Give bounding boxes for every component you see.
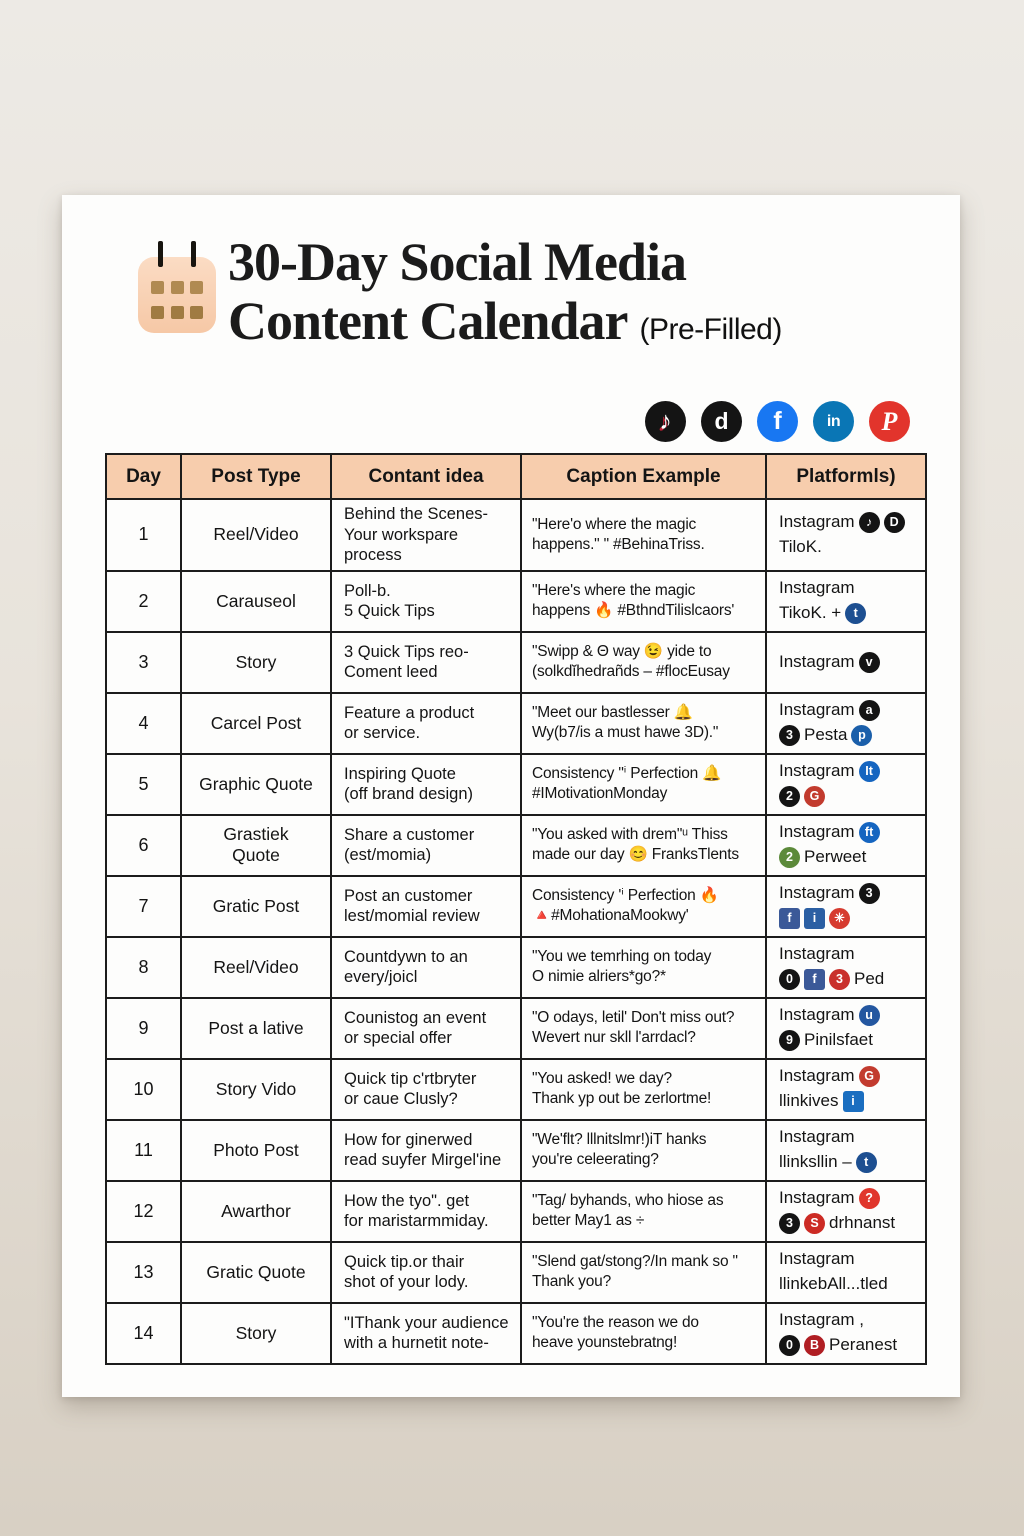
content-idea-cell [331,754,521,815]
platform-text: Instagram [779,1066,855,1086]
platform-line [779,845,921,870]
platform-text: Instagram [779,578,855,598]
caption-cell [521,1242,766,1303]
platform-text: Ped [854,969,885,989]
it-badge-icon: It [859,761,880,782]
platform-line [779,601,921,626]
cell-text-line: "Tag/ byhands, who hiose as [532,1192,724,1210]
platform-line [779,820,921,845]
cell-text-line: Quick tip.or thair [344,1252,465,1271]
cell-text-line: every/joicl [344,968,418,987]
nine-badge-icon: 9 [779,1030,800,1051]
three-badge-icon: 3 [779,725,800,746]
platform-text: llinkebAll...tled [779,1274,888,1294]
content-idea-cell [331,1242,521,1303]
a-badge-icon: a [859,700,880,721]
platform-line [779,942,921,967]
post-type-cell [181,632,331,693]
cell-text-line: made our day 😊 FranksTlents [532,846,739,864]
platform-line [779,1333,921,1358]
post-type-cell [181,815,331,876]
cell-text-line: "Here'o where the magic [532,515,697,533]
cell-text-line: or service. [344,724,421,743]
cell-text-line: Grastiek [223,824,289,845]
column-header: Platformls) [766,454,926,499]
content-calendar-table [105,453,927,1365]
cell-text-line: Quick tip c'rtbryter [344,1069,477,1088]
zero-badge-icon: 0 [779,969,800,990]
cell-text-line: Carcel Post [210,712,302,733]
cell-text-line: Countdywn to an [344,947,468,966]
day-cell: 10 [106,1059,181,1120]
cell-text-line: "Swipp & Θ way 😉 yide to [532,643,712,661]
three-badge-icon: 3 [779,1213,800,1234]
platforms-cell [766,1303,926,1364]
cell-text-line: How the tyo". get [344,1191,470,1210]
day-cell: 12 [106,1181,181,1242]
calendar-pin [191,241,196,267]
cell-text-line: Story [235,651,277,672]
cell-text-line: Photo Post [213,1139,299,1160]
caption-cell [521,998,766,1059]
caption-cell [521,571,766,632]
platform-line [779,576,921,601]
platform-text: Instagram [779,1127,855,1147]
calendar-grid [151,281,203,319]
platform-text: Instagram [779,1249,855,1269]
cell-text-line: for maristarmmiday. [344,1212,489,1231]
tiktok-icon: ♪ [645,401,686,442]
calendar-pin [158,241,163,267]
cell-text-line: "Slend gat/stong?/In mank so " [532,1253,738,1271]
platforms-cell [766,998,926,1059]
table-row [106,876,926,937]
platform-line [779,1247,921,1272]
i-badge-icon: i [843,1091,864,1112]
d-badge-icon: D [884,512,905,533]
g-badge-icon: G [804,786,825,807]
platform-text: llinksllin – [779,1152,852,1172]
calendar-icon [138,257,216,333]
two-badge-icon: 2 [779,786,800,807]
post-type-cell [181,998,331,1059]
post-type-cell [181,937,331,998]
g-badge-icon: G [859,1066,880,1087]
platform-line [779,1211,921,1236]
table-row [106,754,926,815]
platforms-cell [766,632,926,693]
table-row [106,571,926,632]
red-three-badge-icon: 3 [829,969,850,990]
post-type-cell [181,1059,331,1120]
cell-text-line: happens 🔥 #BthndTilislcaors' [532,602,735,620]
content-idea-cell [331,1059,521,1120]
calendar-dot [151,306,164,319]
platforms-cell [766,1242,926,1303]
platform-line [779,1150,921,1175]
table-row [106,1303,926,1364]
day-cell: 4 [106,693,181,754]
t-badge-icon: t [856,1152,877,1173]
day-cell: 8 [106,937,181,998]
table-row [106,632,926,693]
post-type-cell [181,754,331,815]
table-row [106,1181,926,1242]
cell-text-line: Coment leed [344,663,438,682]
table-row [106,937,926,998]
ft-badge-icon: ft [859,822,880,843]
calendar-dot [171,306,184,319]
cell-text-line: How for ginerwed [344,1130,473,1149]
platform-line [779,1089,921,1114]
day-cell: 7 [106,876,181,937]
day-cell: 3 [106,632,181,693]
tiktok-note-badge-icon: ♪ [859,512,880,533]
s-badge-icon: S [804,1213,825,1234]
content-idea-cell [331,693,521,754]
cell-text-line: Counistog an event [344,1008,487,1027]
cell-text-line: Gratic Post [212,895,300,916]
cell-text-line: Share a customer [344,825,475,844]
cell-text-line: O nimie alriers*go?* [532,968,666,986]
platform-text: TikoK. + [779,603,842,623]
cell-text-line: Post an customer [344,886,473,905]
cell-text-line: Thank you? [532,1273,611,1291]
caption-cell [521,1181,766,1242]
table-row [106,693,926,754]
day-cell: 13 [106,1242,181,1303]
i-badge-icon: i [804,908,825,929]
linkedin-icon: in [813,401,854,442]
platforms-cell [766,499,926,571]
platform-text: llinkives [779,1091,839,1111]
calendar-dot [190,306,203,319]
post-type-cell [181,1120,331,1181]
post-type-cell [181,1303,331,1364]
title-line2-text: Content Calendar [228,291,628,352]
cell-text-line: #IMotivationMonday [532,785,668,803]
post-type-cell [181,1181,331,1242]
page-title [228,233,928,352]
platform-line [779,759,921,784]
table-row [106,998,926,1059]
title-suffix: (Pre-Filled) [639,313,782,347]
cell-text-line: lest/momial review [344,907,480,926]
platform-line [779,906,921,931]
column-header: Post Type [181,454,331,499]
column-header: Caption Example [521,454,766,499]
platforms-cell [766,815,926,876]
content-idea-cell [331,998,521,1059]
table-row [106,1059,926,1120]
cell-text-line: "You asked with drem"ᵘ Thiss [532,826,728,844]
t-badge-icon: t [845,603,866,624]
red-pattern-badge-icon: ✳ [829,908,850,929]
calendar-dot [151,281,164,294]
caption-cell [521,499,766,571]
caption-cell [521,1059,766,1120]
facebook-icon: f [757,401,798,442]
platform-line [779,1186,921,1211]
table-row [106,1242,926,1303]
content-idea-cell [331,571,521,632]
platform-text: Instagram [779,1005,855,1025]
platform-line [779,1125,921,1150]
platform-text: Instagram [779,1188,855,1208]
content-idea-cell [331,1303,521,1364]
cell-text-line: "We'flt? lllnitslmr!)iT hanks [532,1131,707,1149]
platforms-cell [766,1120,926,1181]
platform-line [779,1064,921,1089]
post-type-cell [181,1242,331,1303]
caption-cell [521,937,766,998]
platform-text: Instagram [779,651,855,671]
cell-text-line: or caue Clusly? [344,1090,458,1109]
content-idea-cell [331,499,521,571]
calendar-dot [190,281,203,294]
cell-text-line: (est/momia) [344,846,432,865]
cell-text-line: 5 Quick Tips [344,602,435,621]
platforms-cell [766,754,926,815]
cell-text-line: Consistency "ⁱ Perfection 🔔 [532,765,722,783]
cell-text-line: Carauseol [216,590,296,611]
platform-line [779,1308,921,1333]
cell-text-line: Quote [232,845,280,866]
platform-line [779,535,921,560]
platform-text: Instagram [779,883,855,903]
cell-text-line: Story Vido [215,1078,297,1099]
platform-line [779,723,921,748]
cell-text-line: "Meet our bastlesser 🔔 [532,704,693,722]
platforms-cell [766,876,926,937]
content-idea-cell [331,1120,521,1181]
cell-text-line: "You we temrhing on today [532,948,712,966]
platform-text: drhnanst [829,1213,896,1233]
cell-text-line: "O odays, letil' Don't miss out? [532,1009,735,1027]
cell-text-line: heave younstebratng! [532,1334,678,1352]
cell-text-line: with a hurnetit note- [344,1334,489,1353]
table-row [106,499,926,571]
cell-text-line: Behind the Scenes- [344,505,489,523]
caption-cell [521,632,766,693]
day-cell: 1 [106,499,181,571]
platform-text: Peranest [829,1335,898,1355]
post-type-cell [181,876,331,937]
platform-text: Instagram , [779,1310,865,1330]
day-cell: 2 [106,571,181,632]
cell-text-line: Story [235,1322,277,1343]
caption-cell [521,876,766,937]
v-badge-icon: v [859,652,880,673]
day-cell: 14 [106,1303,181,1364]
post-type-cell [181,693,331,754]
u-badge-icon: u [859,1005,880,1026]
zero-badge-icon: 0 [779,1335,800,1356]
column-header: Contant idea [331,454,521,499]
cell-text-line: Awarthor [221,1200,291,1221]
title-line2 [228,292,928,351]
cell-text-line: "Here's where the magic [532,582,696,600]
day-cell: 6 [106,815,181,876]
day-cell: 5 [106,754,181,815]
platforms-cell [766,937,926,998]
cell-text-line: better May1 as ÷ [532,1212,645,1230]
table-row [106,1120,926,1181]
cell-text-line: Your workspare process [344,525,459,565]
cell-text-line: "IThank your audience [344,1313,509,1332]
p-badge-icon: p [851,725,872,746]
cell-text-line: Poll-b. [344,581,391,600]
caption-cell [521,693,766,754]
cell-text-line: Post a lative [208,1017,304,1038]
platform-text: Perweet [804,847,867,867]
platform-line [779,967,921,992]
platforms-cell [766,571,926,632]
content-idea-cell [331,876,521,937]
social-icons-row [645,401,910,442]
cell-text-line: 3 Quick Tips reo- [344,642,469,661]
platform-text: TiloK. [779,536,822,556]
cell-text-line: (solkdĭhedrañds – #flocEusay [532,663,730,681]
platform-text: Instagram [779,700,855,720]
platforms-cell [766,1059,926,1120]
cell-text-line: Wevert nur skll l'arrdacl? [532,1029,696,1047]
cell-text-line: Reel/Video [213,524,299,545]
platform-line [779,784,921,809]
cell-text-line: Inspiring Quote [344,764,456,783]
content-idea-cell [331,1181,521,1242]
cell-text-line: 🔺#MohationaMookwy' [532,907,689,925]
cell-text-line: happens." " #BehinaTriss. [532,535,705,553]
platform-line [779,881,921,906]
platform-text: Instagram [779,944,855,964]
platform-line [779,1003,921,1028]
title-line1: 30-Day Social Media [228,232,686,292]
cell-text-line: Gratic Quote [206,1261,306,1282]
platforms-cell [766,1181,926,1242]
content-idea-cell [331,815,521,876]
platform-text: Instagram [779,511,855,531]
day-cell: 11 [106,1120,181,1181]
platform-line [779,1272,921,1297]
table-head [106,454,926,499]
cell-text-line: Reel/Video [213,956,299,977]
three-badge-icon: 3 [859,883,880,904]
green-two-badge-icon: 2 [779,847,800,868]
content-idea-cell [331,632,521,693]
table-body [106,499,926,1364]
cell-text-line: Thank yp out be zerlortme! [532,1090,712,1108]
cell-text-line: or special offer [344,1029,452,1048]
caption-cell [521,815,766,876]
post-type-cell [181,499,331,571]
platform-line [779,650,921,675]
cell-text-line: "You asked! we day? [532,1070,672,1088]
header-row [106,454,926,499]
platform-text: Instagram [779,761,855,781]
calendar-dot [171,281,184,294]
platform-text: Pinilsfaet [804,1030,873,1050]
caption-cell [521,754,766,815]
cell-text-line: you're celeerating? [532,1151,659,1169]
cell-text-line: "You're the reason we do [532,1314,699,1332]
content-idea-cell [331,937,521,998]
cell-text-line: Consistency 'ⁱ Perfection 🔥 [532,887,719,905]
cell-text-line: (off brand design) [344,785,474,804]
facebook-badge-icon: f [804,969,825,990]
platforms-cell [766,693,926,754]
pinterest-icon: P [869,401,910,442]
cell-text-line: shot of your lody. [344,1273,469,1292]
caption-cell [521,1303,766,1364]
tiktok-d-icon: d [701,401,742,442]
cell-text-line: read suyfer Mirgel'ine [344,1151,502,1170]
platform-line [779,510,921,535]
table-row [106,815,926,876]
question-badge-icon: ? [859,1188,880,1209]
poster [62,195,960,1397]
cell-text-line: Graphic Quote [199,773,313,794]
platform-text: Pesta [804,725,848,745]
b-badge-icon: B [804,1335,825,1356]
facebook-badge-icon: f [779,908,800,929]
cell-text-line: Feature a product [344,703,475,722]
day-cell: 9 [106,998,181,1059]
caption-cell [521,1120,766,1181]
platform-text: Instagram [779,822,855,842]
platform-line [779,698,921,723]
column-header: Day [106,454,181,499]
post-type-cell [181,571,331,632]
cell-text-line: Wy(b7/is a must hawe 3D)." [532,724,719,742]
platform-line [779,1028,921,1053]
